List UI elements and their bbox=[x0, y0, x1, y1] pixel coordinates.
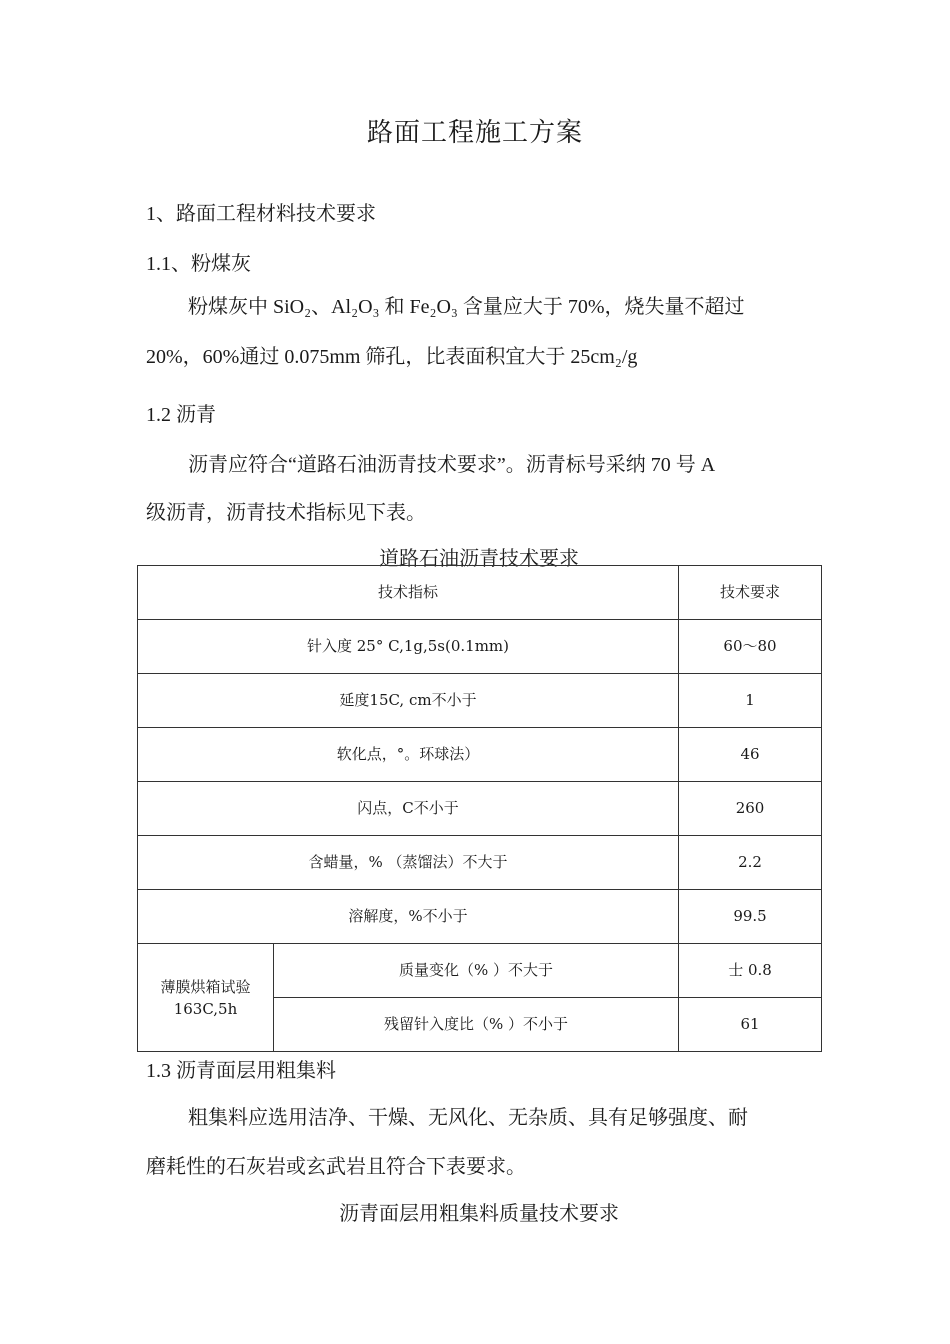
row-indicator: 针入度 25° C,1g,5s(0.1mm) bbox=[138, 620, 679, 674]
table-row bbox=[138, 890, 822, 944]
row-requirement: 2.2 bbox=[679, 836, 822, 890]
table-row bbox=[138, 674, 822, 728]
row-requirement: 99.5 bbox=[679, 890, 822, 944]
fly-ash-paragraph-line-2: 20%，60%通过 0.075mm 筛孔，比表面积宜大于 25cm₂/g bbox=[146, 346, 638, 368]
row-indicator: 质量变化（% ）不大于 bbox=[274, 944, 679, 998]
row-indicator: 含蜡量，% （蒸馏法）不大于 bbox=[138, 836, 679, 890]
table-2-caption: 沥青面层用粗集料质量技术要求 bbox=[339, 1203, 619, 1225]
row-requirement: 1 bbox=[679, 674, 822, 728]
header-indicator: 技术指标 bbox=[138, 566, 679, 620]
aggregate-paragraph-line-2: 磨耗性的石灰岩或玄武岩且符合下表要求。 bbox=[146, 1156, 526, 1178]
table-header-row bbox=[138, 566, 822, 620]
row-requirement: 士 0.8 bbox=[679, 944, 822, 998]
section-1-3-heading: 1.3 沥青面层用粗集料 bbox=[146, 1060, 336, 1082]
asphalt-spec-table bbox=[137, 565, 822, 1052]
row-indicator: 残留针入度比（% ）不小于 bbox=[274, 998, 679, 1052]
asphalt-paragraph-line-1: 沥青应符合“道路石油沥青技术要求”。沥青标号采纳 70 号 A bbox=[188, 454, 716, 476]
asphalt-paragraph-line-2: 级沥青，沥青技术指标见下表。 bbox=[146, 502, 426, 524]
page-title: 路面工程施工方案 bbox=[366, 118, 583, 147]
section-1-1-heading: 1.1、粉煤灰 bbox=[146, 253, 251, 275]
table-row bbox=[138, 728, 822, 782]
group-label bbox=[138, 944, 274, 1052]
section-1-2-heading: 1.2 沥青 bbox=[146, 404, 216, 426]
aggregate-paragraph-line-1: 粗集料应选用洁净、干燥、无风化、无杂质、具有足够强度、耐 bbox=[188, 1107, 748, 1129]
row-indicator: 溶解度，%不小于 bbox=[138, 890, 679, 944]
row-indicator: 软化点，°。环球法） bbox=[138, 728, 679, 782]
row-requirement: 260 bbox=[679, 782, 822, 836]
row-requirement: 46 bbox=[679, 728, 822, 782]
table-row bbox=[138, 620, 822, 674]
group-label-line-2: 163C,5h bbox=[173, 999, 238, 1018]
group-label-line-1: 薄膜烘箱试验 bbox=[160, 977, 251, 996]
row-indicator: 延度15C, cm不小于 bbox=[138, 674, 679, 728]
row-requirement: 60〜80 bbox=[679, 620, 822, 674]
section-1-heading: 1、路面工程材料技术要求 bbox=[146, 203, 376, 225]
header-requirement: 技术要求 bbox=[679, 566, 822, 620]
table-row bbox=[138, 944, 822, 998]
table-row bbox=[138, 836, 822, 890]
row-requirement: 61 bbox=[679, 998, 822, 1052]
row-indicator: 闪点，C不小于 bbox=[138, 782, 679, 836]
table-row bbox=[138, 782, 822, 836]
table-1-caption: 道路石油沥青技术要求 bbox=[379, 548, 579, 570]
fly-ash-paragraph-line-1: 粉煤灰中 SiO₂、Al₂O₃ 和 Fe₂O₃ 含量应大于 70%，烧失量不超过 bbox=[188, 296, 745, 318]
